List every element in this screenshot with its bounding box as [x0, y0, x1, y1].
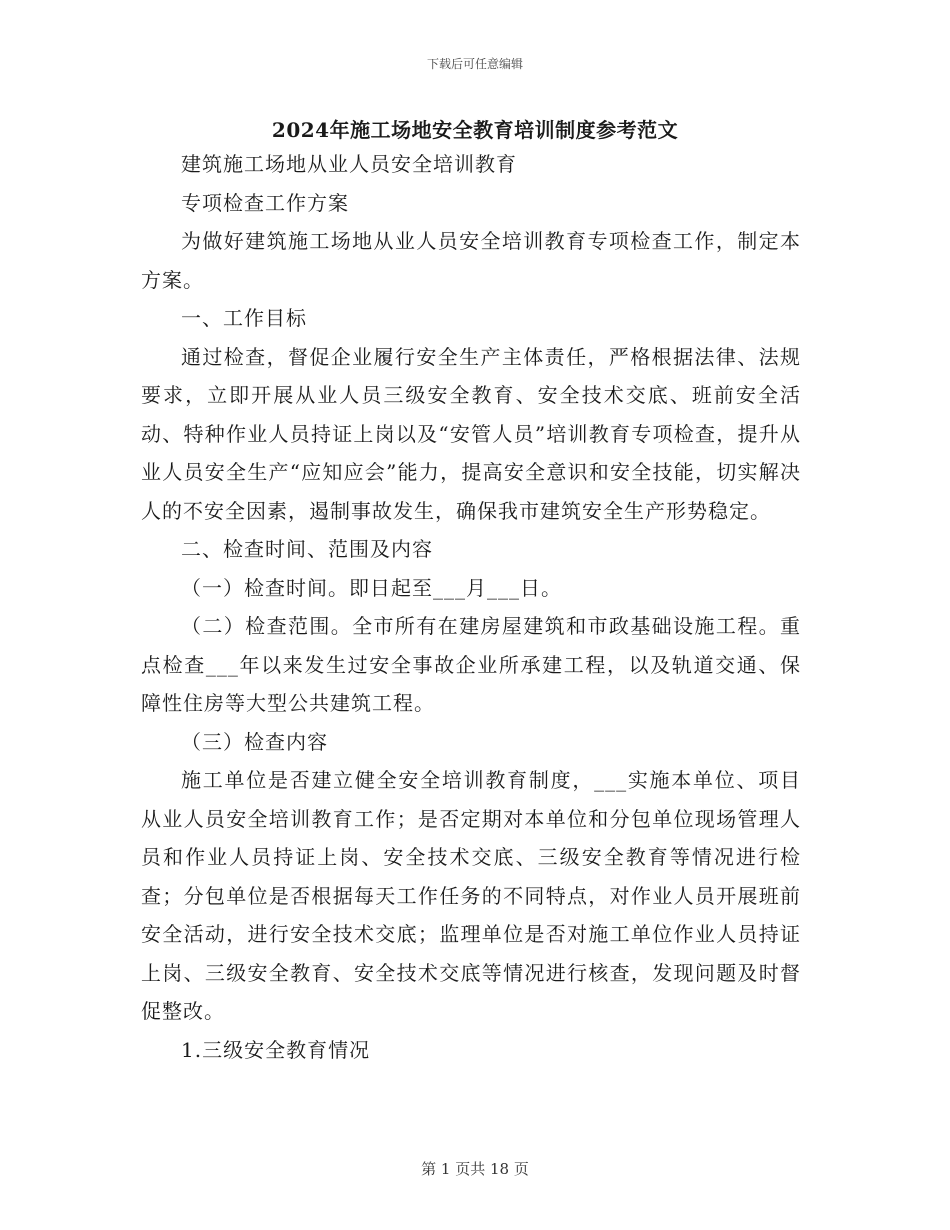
section-heading: 二、检查时间、范围及内容 — [181, 537, 433, 561]
sub-heading: 1.三级安全教育情况 — [181, 1037, 371, 1062]
paragraph: 为做好建筑施工场地从业人员安全培训教育专项检查工作，制定本方案。 — [141, 229, 801, 292]
paragraph: 建筑施工场地从业人员安全培训教育 — [181, 152, 517, 176]
page-number: 第 1 页共 18 页 — [421, 1160, 529, 1178]
paragraph: 施工单位是否建立健全安全培训教育制度，___实施本单位、项目从业人员安全培训教育工作；是否定期对本单位和分包单位现场管理人员和作业人员持证上岗、安全技术交底、三级安全教育等情况进行检查；分包单位是否根据每天工作任务的不同特点，对作业人员开展班前安全活动，进行安全技术交底；监理单位是否对施工单位作业人员持证上岗、三级安全教育、安全技术交底等情况进行核查，发现问题及时督促整改。 — [141, 768, 801, 1023]
sub-heading: （三）检查内容 — [181, 729, 328, 754]
paragraph: （二）检查范围。全市所有在建房屋建筑和市政基础设施工程。重点检查___年以来发生过安全事故企业所承建工程，以及轨道交通、保障性住房等大型公共建筑工程。 — [141, 614, 801, 715]
paragraph: 通过检查，督促企业履行安全生产主体责任，严格根据法律、法规要求，立即开展从业人员三级安全教育、安全技术交底、班前安全活动、特种作业人员持证上岗以及“安管人员”培训教育专项检查，提升从业人员安全生产“应知应会”能力，提高安全意识和安全技能，切实解决人的不安全因素，遏制事故发生，确保我市建筑安全生产形势稳定。 — [141, 344, 801, 523]
document-body — [141, 145, 801, 1069]
page-header-note: 下载后可任意编辑 — [426, 57, 523, 71]
document-title: 2024年施工场地安全教育培训制度参考范文 — [271, 118, 679, 142]
paragraph: （一）检查时间。即日起至___月___日。 — [181, 575, 562, 600]
paragraph: 专项检查工作方案 — [181, 190, 349, 215]
section-heading: 一、工作目标 — [181, 306, 307, 330]
